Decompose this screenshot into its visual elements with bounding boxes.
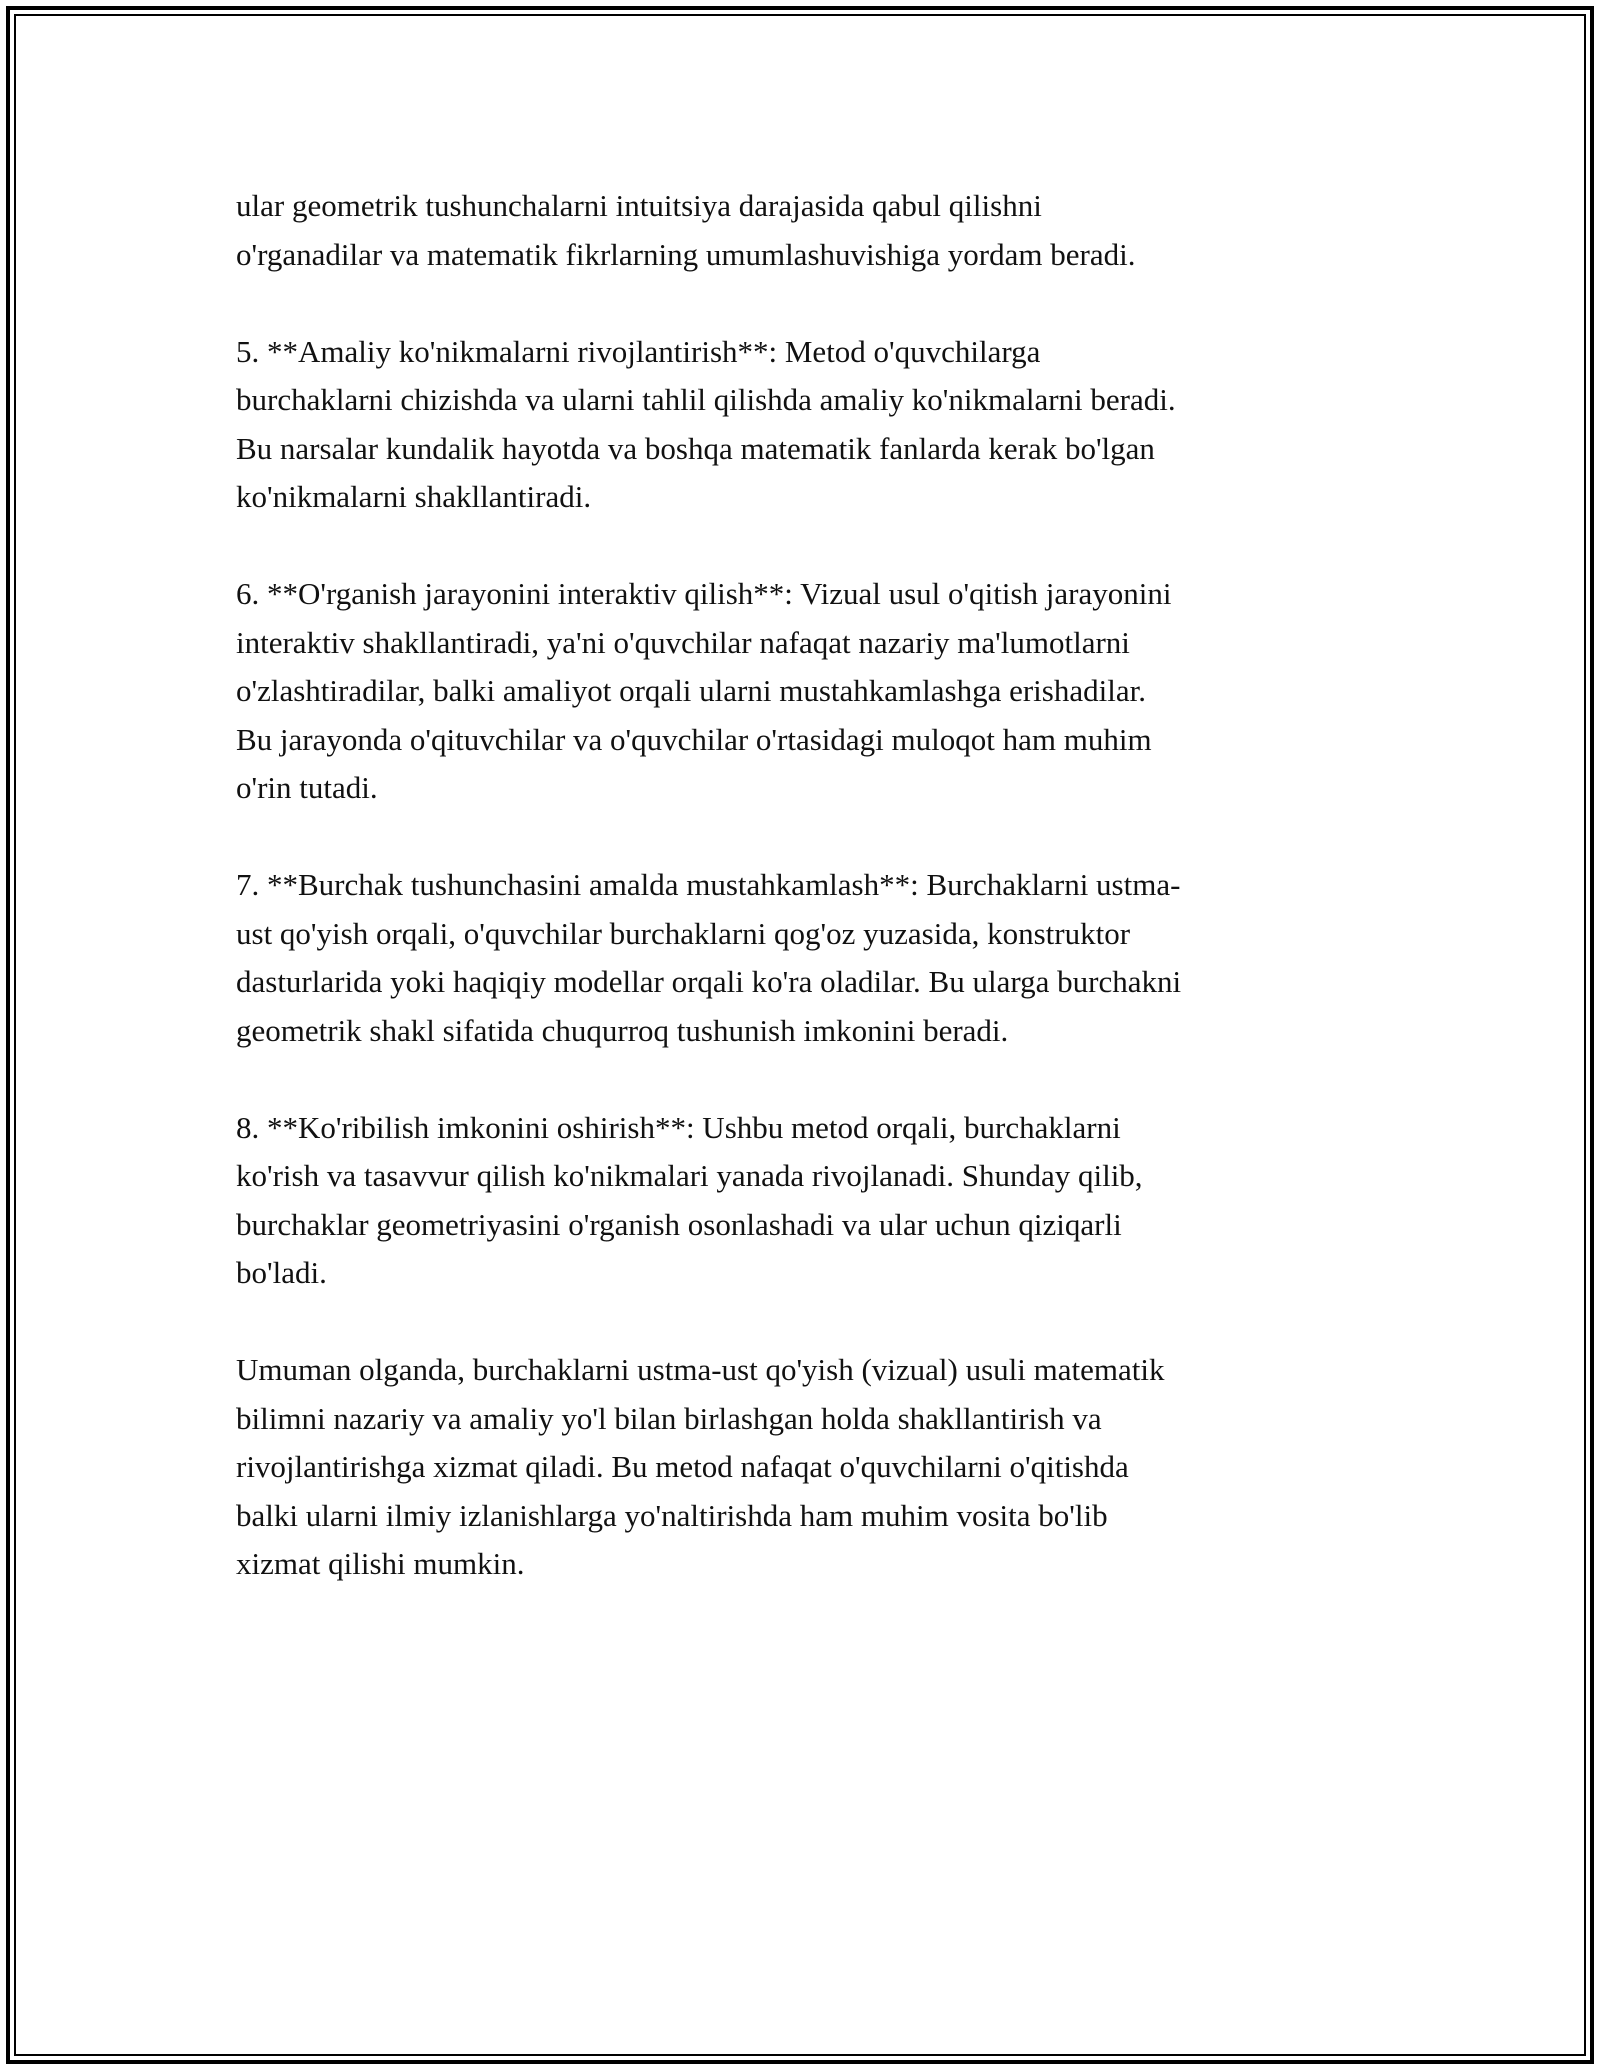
paragraph-item-6 bbox=[236, 570, 1376, 813]
text-line: ular geometrik tushunchalarni intuitsiya darajasida qabul qilishni bbox=[236, 188, 1042, 223]
text-line: burchaklar geometriyasini o'rganish osonlashadi va ular uchun qiziqarli bbox=[236, 1206, 1122, 1242]
text-line: Bu jarayonda o'qituvchilar va o'quvchilar o'rtasidagi muloqot ham muhim bbox=[236, 721, 1152, 757]
text-line: o'rganadilar va matematik fikrlarning umumlashuvishiga yordam beradi. bbox=[236, 236, 1136, 272]
text-line: interaktiv shakllantiradi, ya'ni o'quvchilar nafaqat nazariy ma'lumotlarni bbox=[236, 624, 1130, 660]
text-line: 7. **Burchak tushunchasini amalda mustahkamlash**: Burchaklarni ustma- bbox=[236, 867, 1181, 902]
text-line: Bu narsalar kundalik hayotda va boshqa matematik fanlarda kerak bo'lgan bbox=[236, 430, 1155, 466]
text-line: xizmat qilishi mumkin. bbox=[236, 1546, 525, 1581]
paragraph-conclusion bbox=[236, 1346, 1376, 1589]
text-line: ust qo'yish orqali, o'quvchilar burchaklarni qog'oz yuzasida, konstruktor bbox=[236, 915, 1131, 951]
text-line: bo'ladi. bbox=[236, 1255, 327, 1290]
text-line: ko'rish va tasavvur qilish ko'nikmalari yanada rivojlanadi. Shunday qilib, bbox=[236, 1158, 1143, 1193]
document-body bbox=[236, 182, 1376, 1589]
text-line: balki ularni ilmiy izlanishlarga yo'naltirishda ham muhim vosita bo'lib bbox=[236, 1497, 1108, 1533]
text-line: rivojlantirishga xizmat qiladi. Bu metod nafaqat o'quvchilarni o'qitishda bbox=[236, 1449, 1129, 1484]
paragraph-item-8 bbox=[236, 1104, 1376, 1298]
text-line: 8. **Ko'ribilish imkonini oshirish**: Ushbu metod orqali, burchaklarni bbox=[236, 1109, 1121, 1145]
text-line: ko'nikmalarni shakllantiradi. bbox=[236, 479, 592, 514]
paragraph-item-5 bbox=[236, 328, 1376, 522]
paragraph-item-7 bbox=[236, 861, 1376, 1055]
text-line: o'rin tutadi. bbox=[236, 770, 378, 805]
paragraph-intro-continuation bbox=[236, 182, 1376, 279]
text-line: Umuman olganda, burchaklarni ustma-ust qo'yish (vizual) usuli matematik bbox=[236, 1352, 1165, 1387]
text-line: dasturlarida yoki haqiqiy modellar orqali ko'ra oladilar. Bu ularga burchakni bbox=[236, 964, 1182, 999]
text-line: bilimni nazariy va amaliy yo'l bilan birlashgan holda shakllantirish va bbox=[236, 1400, 1102, 1436]
text-line: 5. **Amaliy ko'nikmalarni rivojlantirish**: Metod o'quvchilarga bbox=[236, 333, 1041, 369]
text-line: o'zlashtiradilar, balki amaliyot orqali ularni mustahkamlashga erishadilar. bbox=[236, 673, 1146, 708]
text-line: 6. **O'rganish jarayonini interaktiv qilish**: Vizual usul o'qitish jarayonini bbox=[236, 576, 1172, 611]
text-line: geometrik shakl sifatida chuqurroq tushunish imkonini beradi. bbox=[236, 1012, 1009, 1048]
text-line: burchaklarni chizishda va ularni tahlil qilishda amaliy ko'nikmalarni beradi. bbox=[236, 382, 1176, 417]
